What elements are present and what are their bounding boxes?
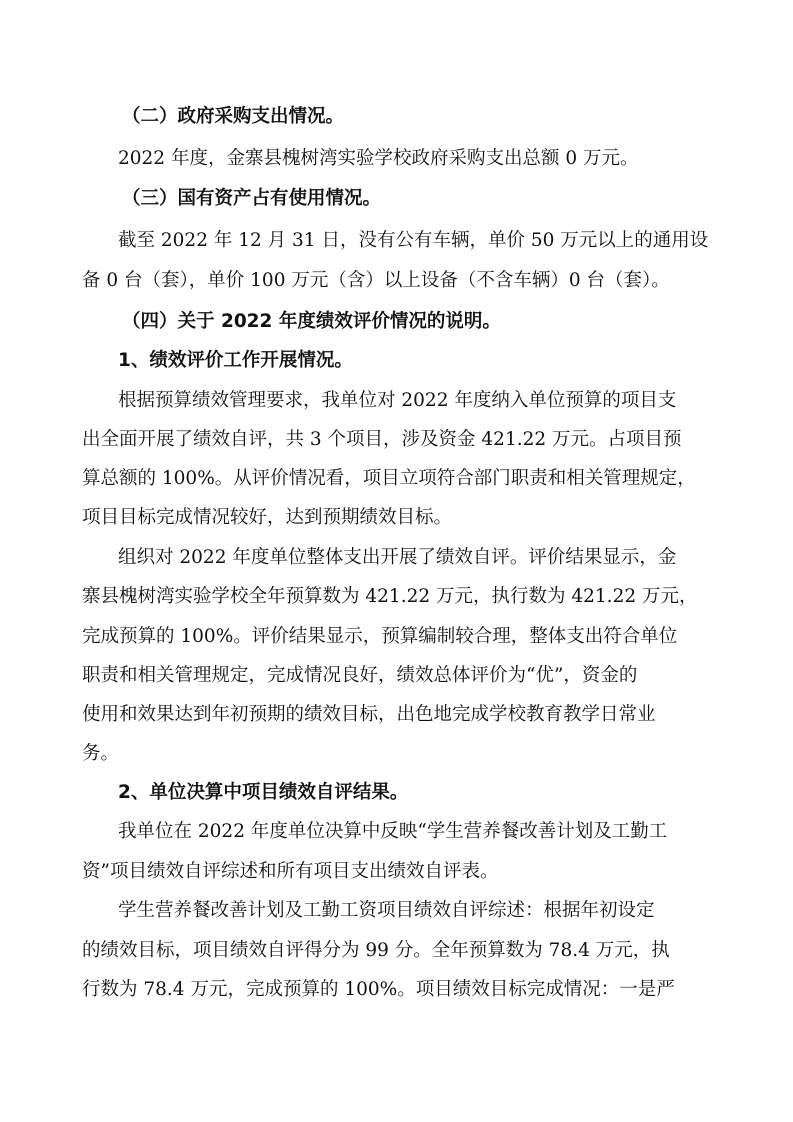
body-line: 完成预算的 100%。评价结果显示，预算编制较合理，整体支出符合单位 [82, 626, 678, 647]
body-line: 学生营养餐改善计划及工勤工资项目绩效自评综述：根据年初设定 [118, 900, 655, 921]
body-line: 资”项目绩效自评综述和所有项目支出绩效自评表。 [82, 861, 499, 882]
body-line: 组织对 2022 年度单位整体支出开展了绩效自评。评价结果显示，金 [118, 547, 677, 568]
body-line: 算总额的 100%。从评价情况看，项目立项符合部门职责和相关管理规定， [82, 468, 696, 489]
body-line: 寨县槐树湾实验学校全年预算数为 421.22 万元，执行数为 421.22 万元， [82, 586, 698, 607]
body-line: 使用和效果达到年初预期的绩效目标，出色地完成学校教育教学日常业 [82, 704, 656, 725]
body-line: 项目目标完成情况较好，达到预期绩效目标。 [82, 507, 453, 528]
subsection-heading-evaluation-work: 1、绩效评价工作开展情况。 [118, 350, 353, 371]
body-line: 备 0 台（套），单价 100 万元（含）以上设备（不含车辆）0 台（套）。 [82, 270, 670, 291]
body-line: 行数为 78.4 万元，完成预算的 100%。项目绩效目标完成情况：一是严 [82, 979, 675, 1000]
body-line: 职责和相关管理规定，完成情况良好，绩效总体评价为“优”，资金的 [82, 665, 638, 686]
subsection-heading-project-self-evaluation: 2、单位决算中项目绩效自评结果。 [118, 782, 409, 803]
body-line: 的绩效目标，项目绩效自评得分为 99 分。全年预算数为 78.4 万元，执 [82, 940, 670, 961]
body-line: 2022 年度，金寨县槐树湾实验学校政府采购支出总额 0 万元。 [118, 148, 639, 169]
section-heading-performance-evaluation: （四）关于 2022 年度绩效评价情况的说明。 [122, 311, 501, 332]
section-heading-government-procurement: （二）政府采购支出情况。 [122, 106, 345, 127]
body-line: 出全面开展了绩效自评，共 3 个项目，涉及资金 421.22 万元。占项目预 [82, 429, 682, 450]
section-heading-state-assets: （三）国有资产占有使用情况。 [122, 188, 382, 209]
body-line: 根据预算绩效管理要求，我单位对 2022 年度纳入单位预算的项目支 [118, 390, 677, 411]
body-line: 我单位在 2022 年度单位决算中反映“学生营养餐改善计划及工勤工 [118, 821, 668, 842]
body-line: 务。 [82, 743, 120, 764]
body-line: 截至 2022 年 12 月 31 日，没有公有车辆，单价 50 万元以上的通用设 [118, 230, 709, 251]
